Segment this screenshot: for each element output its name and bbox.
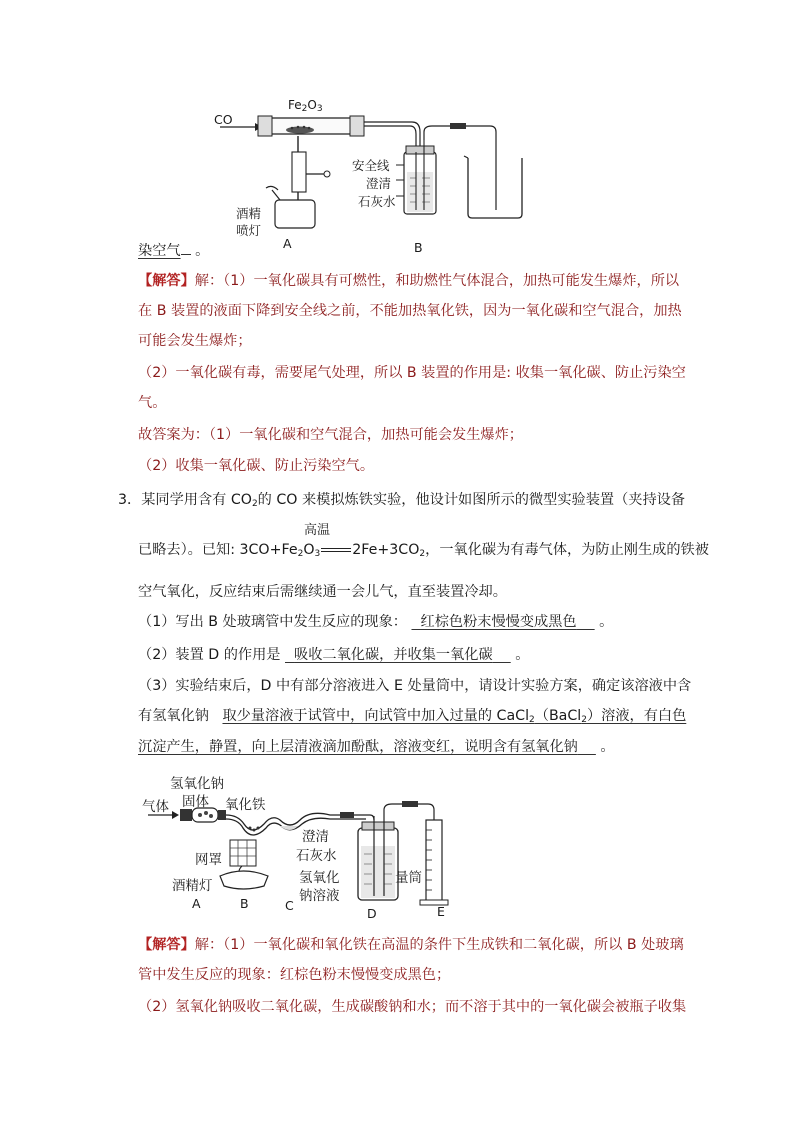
q3-sub3-answer-part-2 bbox=[138, 739, 596, 755]
fig1-lamp-label-2: 喷灯 bbox=[236, 223, 262, 238]
q3-sub3-sub1: 2 bbox=[529, 715, 535, 725]
q3-solution-intro: 解： bbox=[194, 937, 224, 953]
q3-sub3-answer-c: ）溶液，有白色 bbox=[586, 708, 687, 724]
q3-sub1 bbox=[138, 612, 613, 632]
fig1-gas-label: CO bbox=[214, 112, 233, 127]
fig2-naoh-solution-label-1: 氢氧化 bbox=[299, 870, 340, 886]
q3-line-1-a: 某同学用含有 CO bbox=[141, 492, 252, 508]
reaction-equals-sign bbox=[321, 548, 351, 552]
fig2-lamp-label: 酒精灯 bbox=[172, 878, 213, 894]
q3-sub2-prefix: （2）装置 D 的作用是 bbox=[138, 647, 281, 663]
q3-line-2-sub2: 3 bbox=[314, 549, 321, 559]
fig2-label-b: B bbox=[240, 896, 249, 911]
q2-tail-answer: 染空气 bbox=[138, 243, 181, 259]
q3-solution-p1-line-2: 管中发生反应的现象：红棕色粉末慢慢变成黑色； bbox=[138, 967, 451, 983]
q3-solution-line-1 bbox=[138, 935, 684, 955]
fig2-naoh-solution-label-2: 钠溶液 bbox=[299, 888, 340, 904]
fig2-limewater-label-2: 石灰水 bbox=[296, 848, 337, 864]
fig2-label-a: A bbox=[192, 896, 201, 911]
q2-solution-p1-line-2: 在 B 装置的液面下降到安全线之前，不能加热氧化铁，因为一氧化碳和空气混合，加热 bbox=[138, 303, 682, 319]
q3-line-2-sub3: 2 bbox=[419, 549, 426, 559]
fig1-label-a: A bbox=[283, 236, 292, 251]
q2-solution-tag: 【解答】 bbox=[138, 273, 195, 289]
fig2-gas-label: 气体 bbox=[142, 799, 169, 815]
fig2-naoh-solid-label-1: 氢氧化钠 bbox=[170, 776, 224, 792]
q3-line-2-a: 已略去）。已知: 3CO+Fe bbox=[138, 542, 298, 558]
q3-sub1-answer bbox=[411, 614, 594, 630]
q3-sub1-answer-text: 红棕色粉末慢慢变成黑色 bbox=[420, 614, 577, 630]
q3-line-1-b: 的 CO 来模拟炼铁实验，他设计如图所示的微型实验装置（夹持设备 bbox=[257, 492, 686, 508]
q2-final-answer-line-1: 故答案为：（1）一氧化碳和空气混合，加热可能会发生爆炸； bbox=[138, 427, 523, 443]
q2-solution-p1-line-3: 可能会发生爆炸； bbox=[138, 333, 252, 349]
q2-solution-line-1 bbox=[138, 271, 679, 291]
q3-solution-tag: 【解答】 bbox=[138, 937, 195, 953]
q3-sub3-answer-d: 沉淀产生，静置，向上层清液滴加酚酞，溶液变红，说明含有氢氧化钠 bbox=[138, 739, 578, 755]
q3-line-3: 空气氧化，反应结束后需继续通一会儿气，直至装置冷却。 bbox=[138, 584, 507, 600]
q2-final-answer-line-2: （2）收集一氧化碳、防止污染空气。 bbox=[138, 458, 375, 474]
fig1-reagent-sub2: 3 bbox=[316, 104, 323, 114]
q3-line-1-sub: 2 bbox=[251, 499, 258, 509]
q2-tail-period: 。 bbox=[195, 243, 210, 259]
q3-sub2-answer bbox=[285, 647, 511, 663]
q3-line-2-c: 2Fe+3CO bbox=[352, 542, 420, 558]
fig2-mesh-label: 网罩 bbox=[195, 852, 222, 868]
q3-condition: 高温 bbox=[304, 523, 331, 538]
q3-solution-p1-line-1: （1）一氧化碳和氧化铁在高温的条件下生成铁和二氧化碳，所以 B 处玻璃 bbox=[223, 937, 684, 953]
q2-solution-p2-line-1: （2）一氧化碳有毒，需要尾气处理，所以 B 装置的作用是: 收集一氧化碳、防止污染空 bbox=[138, 365, 686, 381]
q3-sub3-prefix: 有氢氧化钠 bbox=[138, 708, 209, 724]
q2-solution-p1-line-1: （1）一氧化碳具有可燃性，和助燃性气体混合，加热可能发生爆炸，所以 bbox=[223, 273, 680, 289]
q3-sub3-sub2: 2 bbox=[581, 715, 587, 725]
fig1-limewater-label-2: 石灰水 bbox=[358, 194, 396, 209]
fig1-label-b: B bbox=[414, 240, 423, 255]
q3-sub2-answer-text: 吸收二氧化碳，并收集一氧化碳 bbox=[294, 647, 493, 663]
q3-sub2 bbox=[138, 645, 529, 665]
q3-number: 3． bbox=[118, 492, 142, 508]
fig2-label-d: D bbox=[367, 906, 377, 921]
q3-sub3-answer-b: （BaCl bbox=[534, 708, 582, 724]
q3-sub2-suffix: 。 bbox=[515, 647, 530, 663]
q3-line-2-b: O bbox=[303, 542, 315, 558]
fig2-cylinder-label: 量筒 bbox=[395, 870, 422, 886]
fig1-reagent-o: O bbox=[307, 98, 317, 112]
q3-line-1 bbox=[118, 490, 685, 514]
q3-solution-p2-line-1: （2）氢氧化钠吸收二氧化碳，生成碳酸钠和水；而不溶于其中的一氧化碳会被瓶子收集 bbox=[138, 999, 687, 1015]
fig2-label-e: E bbox=[437, 904, 445, 919]
fig2-naoh-solid-label-2: 固体 bbox=[182, 794, 209, 810]
q3-line-2-d: ，一氧化碳为有毒气体，为防止刚生成的铁被 bbox=[425, 542, 709, 558]
q3-sub1-prefix: （1）写出 B 处玻璃管中发生反应的现象： bbox=[138, 614, 407, 630]
fig1-limewater-label-1: 澄清 bbox=[366, 176, 392, 191]
fig1-lamp-label-1: 酒精 bbox=[236, 206, 262, 221]
q3-sub3-answer-part-1 bbox=[222, 708, 686, 724]
q3-sub3-line-3 bbox=[138, 737, 615, 757]
fig2-iron-oxide-label: 氧化铁 bbox=[225, 797, 266, 813]
q2-solution-intro: 解： bbox=[194, 273, 224, 289]
fig2-limewater-label-1: 澄清 bbox=[302, 829, 329, 845]
fig1-safety-line-label: 安全线 bbox=[352, 158, 390, 173]
q2-solution-p2-line-2: 气。 bbox=[138, 395, 167, 411]
q3-sub3-suffix: 。 bbox=[600, 739, 615, 755]
q3-sub3-answer-a: 取少量溶液于试管中，向试管中加入过量的 CaCl bbox=[222, 708, 530, 724]
fig1-reagent-label bbox=[288, 98, 323, 114]
q3-sub3-line-1: （3）实验结束后，D 中有部分溶液进入 E 处量筒中，请设计实验方案，确定该溶液中含 bbox=[138, 678, 692, 694]
q2-tail bbox=[138, 240, 209, 261]
q3-line-2-sub1: 2 bbox=[297, 549, 304, 559]
q3-sub1-suffix: 。 bbox=[599, 614, 614, 630]
fig1-reagent-sub1: 2 bbox=[301, 104, 308, 114]
q3-line-2 bbox=[138, 540, 709, 564]
fig2-label-c: C bbox=[285, 898, 294, 913]
fig1-reagent-fe: Fe bbox=[288, 98, 302, 112]
q3-sub3-line-2 bbox=[138, 706, 686, 730]
